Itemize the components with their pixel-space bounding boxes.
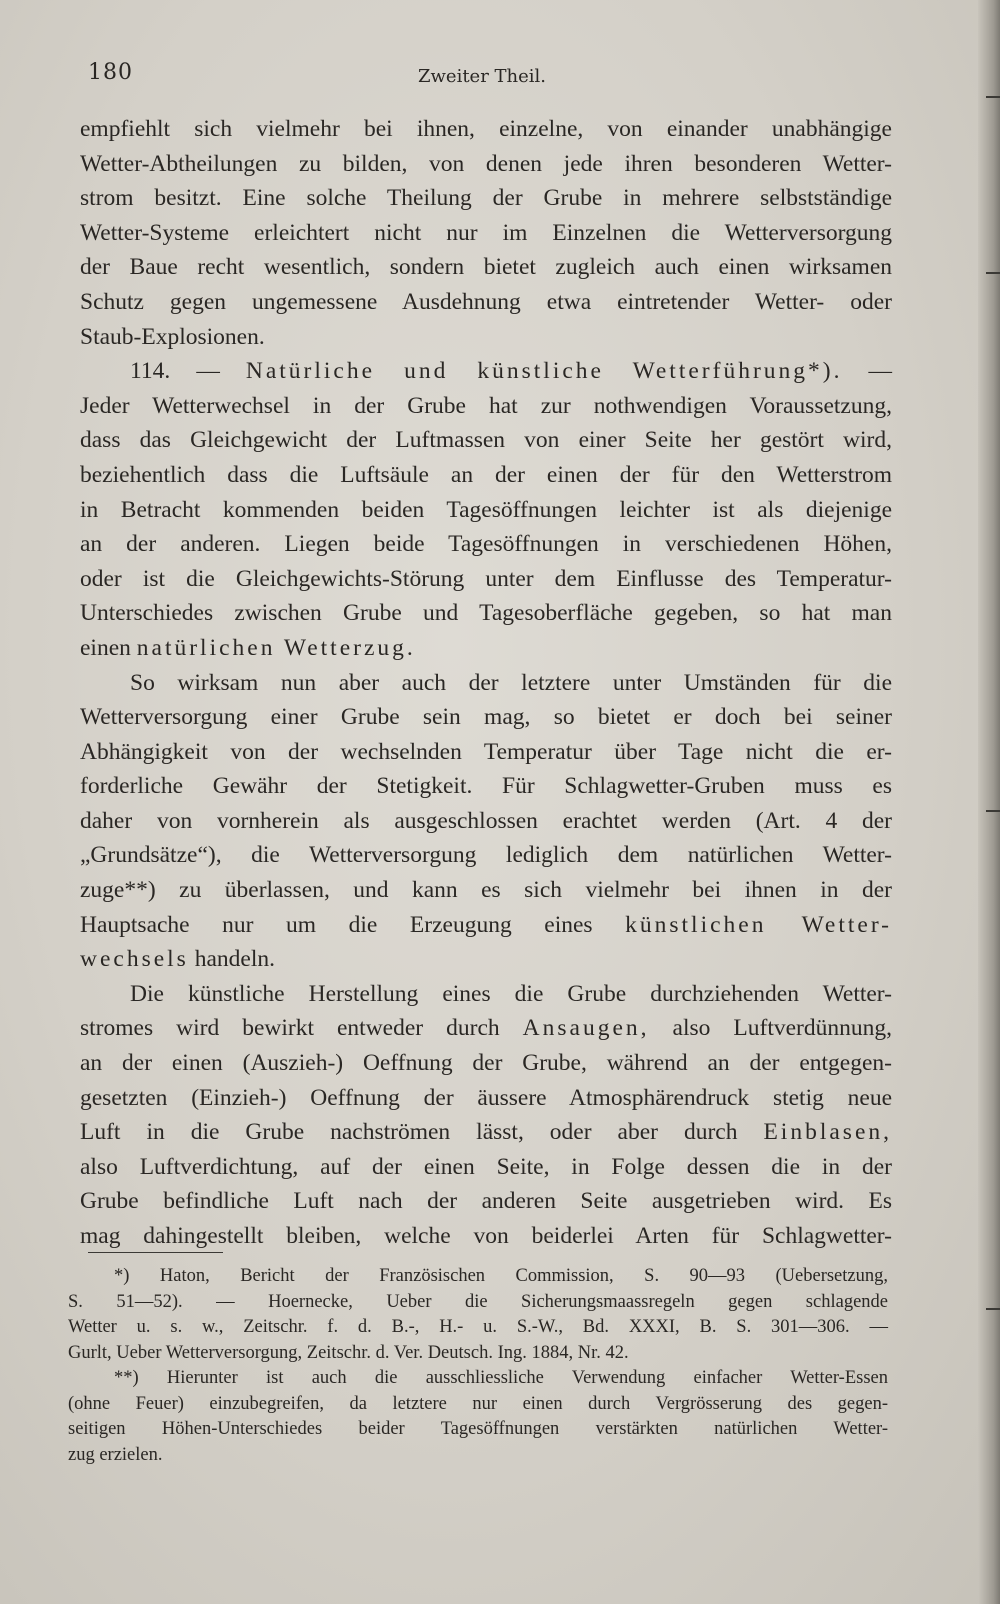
- footnote-line: Wetter u. s. w., Zeitschr. f. d. B.-, H.- u. S.-W., Bd. XXXI, B. S. 301—306. —: [68, 1317, 888, 1337]
- section-number: 114.: [130, 358, 171, 385]
- text-line: [80, 631, 892, 666]
- spaced-term: künstlichen Wetter-: [625, 911, 893, 938]
- text-fragment: handeln.: [194, 946, 275, 973]
- text-line: der Baue recht wesentlich, sondern bietet zugleich auch einen wirksamen: [80, 254, 892, 281]
- text-line: Unterschiedes zwischen Grube und Tagesoberfläche gegeben, so hat man: [80, 600, 892, 627]
- text-fragment: Hauptsache nur um die Erzeugung eines: [80, 911, 593, 938]
- edge-mark: [986, 96, 1000, 98]
- body-text: [80, 112, 892, 1254]
- section-heading: Natürliche und künstliche Wetterführung*).: [245, 358, 843, 385]
- text-fragment: Luft in die Grube nachströmen lässt, oder aber durch: [80, 1119, 738, 1146]
- footnote-line: **) Hierunter ist auch die ausschliessliche Verwendung einfacher Wetter-Essen: [114, 1368, 888, 1388]
- edge-mark: [986, 810, 1000, 812]
- text-line: Abhängigkeit von der wechselnden Temperatur über Tage nicht die er-: [80, 738, 892, 765]
- footnote-line: S. 51—52). — Hoernecke, Ueber die Sicherungsmaassregeln gegen schlagende: [68, 1291, 888, 1312]
- section-dash-after: —: [868, 358, 893, 385]
- spaced-term: wechsels: [80, 946, 189, 973]
- footnote-line: (ohne Feuer) einzubegreifen, da letztere nur einen durch Vergrösserung des gegen-: [68, 1393, 888, 1414]
- text-line: Schutz gegen ungemessene Ausdehnung etwa eintretender Wetter- oder: [80, 288, 892, 315]
- text-line: gesetzten (Einzieh-) Oeffnung der äussere Atmosphärendruck stetig neue: [80, 1084, 892, 1111]
- text-fragment: einen: [80, 634, 131, 661]
- text-line: forderliche Gewähr der Stetigkeit. Für Schlagwetter-Gruben muss es: [80, 773, 892, 800]
- text-line: [80, 942, 892, 977]
- edge-mark: [986, 272, 1000, 274]
- section-dash: —: [196, 358, 220, 385]
- text-line: Grube befindliche Luft nach der anderen Seite ausgetrieben wird. Es: [80, 1188, 892, 1215]
- text-line: dass das Gleichgewicht der Luftmassen von einer Seite her gestört wird,: [80, 427, 892, 454]
- page-number: 180: [88, 60, 133, 85]
- text-line: Wetterversorgung einer Grube sein mag, so bietet er doch bei seiner: [80, 704, 892, 731]
- text-line: in Betracht kommenden beiden Tagesöffnungen leichter ist als diejenige: [80, 496, 892, 523]
- text-line: [80, 908, 892, 943]
- text-line: [80, 1115, 892, 1150]
- text-line: daher von vornherein als ausgeschlossen erachtet werden (Art. 4 der: [80, 807, 892, 834]
- footnote-line: *) Haton, Bericht der Französischen Commission, S. 90—93 (Uebersetzung,: [114, 1266, 888, 1286]
- footnote-rule: [88, 1252, 223, 1253]
- text-line: an der anderen. Liegen beide Tagesöffnungen in verschiedenen Höhen,: [80, 531, 892, 558]
- text-line: an der einen (Auszieh-) Oeffnung der Grube, während an der entgegen-: [80, 1050, 892, 1077]
- spaced-term: natürlichen Wetterzug.: [136, 634, 416, 661]
- footnote-line: zug erzielen.: [68, 1444, 163, 1465]
- spaced-term: Ansaugen,: [522, 1015, 650, 1042]
- text-line: empfiehlt sich vielmehr bei ihnen, einzelne, von einander unabhängige: [80, 116, 892, 142]
- footnote-line: seitigen Höhen-Unterschiedes beider Tagesöffnungen verstärkten natürlichen Wetter-: [68, 1419, 888, 1439]
- text-line: Staub-Explosionen.: [80, 323, 265, 350]
- running-title: Zweiter Theil.: [418, 66, 547, 87]
- text-fragment: also Luftverdünnung,: [672, 1015, 893, 1042]
- text-line: Wetter-Systeme erleichtert nicht nur im Einzelnen die Wetterversorgung: [80, 219, 892, 246]
- text-line: mag dahingestellt bleiben, welche von beiderlei Arten für Schlagwetter-: [80, 1223, 892, 1249]
- page-gutter: [978, 0, 1000, 1604]
- text-line: beziehentlich dass die Luftsäule an der einen der für den Wetterstrom: [80, 461, 892, 488]
- text-line: strom besitzt. Eine solche Theilung der Grube in mehrere selbstständige: [80, 185, 892, 212]
- text-line: So wirksam nun aber auch der letztere unter Umständen für die: [130, 669, 892, 696]
- text-line: Die künstliche Herstellung eines die Grube durchziehenden Wetter-: [130, 980, 892, 1007]
- text-line: Wetter-Abtheilungen zu bilden, von denen jede ihren besonderen Wetter-: [80, 150, 892, 177]
- text-line: also Luftverdichtung, auf der einen Seite, in Folge dessen die in der: [80, 1153, 892, 1180]
- text-line: zuge**) zu überlassen, und kann es sich vielmehr bei ihnen in der: [80, 877, 892, 904]
- page-header: [88, 60, 888, 100]
- text-fragment: stromes wird bewirkt entweder durch: [80, 1015, 500, 1042]
- footnote-line: Gurlt, Ueber Wetterversorgung, Zeitschr. d. Ver. Deutsch. Ing. 1884, Nr. 42.: [68, 1342, 629, 1363]
- footnotes: [68, 1264, 888, 1468]
- section-heading-line: [80, 354, 892, 389]
- text-line: „Grundsätze“), die Wetterversorgung lediglich dem natürlichen Wetter-: [80, 842, 892, 869]
- spaced-term: Einblasen,: [763, 1119, 892, 1146]
- text-line: Jeder Wetterwechsel in der Grube hat zur nothwendigen Voraussetzung,: [80, 392, 892, 419]
- text-line: oder ist die Gleichgewichts-Störung unter dem Einflusse des Temperatur-: [80, 565, 892, 592]
- text-line: [80, 1011, 892, 1046]
- edge-mark: [986, 1308, 1000, 1310]
